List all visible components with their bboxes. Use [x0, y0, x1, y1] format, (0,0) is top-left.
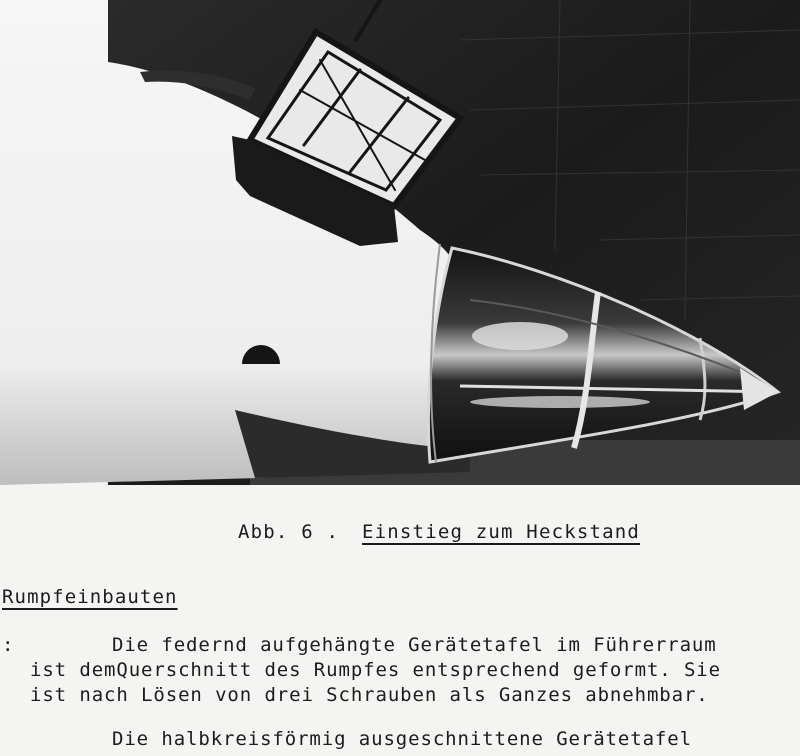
figure-title: Einstieg zum Heckstand: [362, 521, 641, 543]
paragraph-marker: :: [2, 634, 14, 656]
text-line: ist demQuerschnitt des Rumpfes entsprechend geformt. Sie: [30, 659, 721, 681]
text-line: ist nach Lösen von drei Schrauben als Ganzes abnehmbar.: [30, 684, 709, 706]
figure-label: Abb. 6 .: [238, 521, 340, 543]
text-line: Die federnd aufgehängte Gerätetafel im Führerraum: [112, 634, 717, 656]
text-line: Die halbkreisförmig ausgeschnittene Gerätetafel: [112, 728, 692, 750]
section-heading: Rumpfeinbauten: [2, 586, 178, 608]
